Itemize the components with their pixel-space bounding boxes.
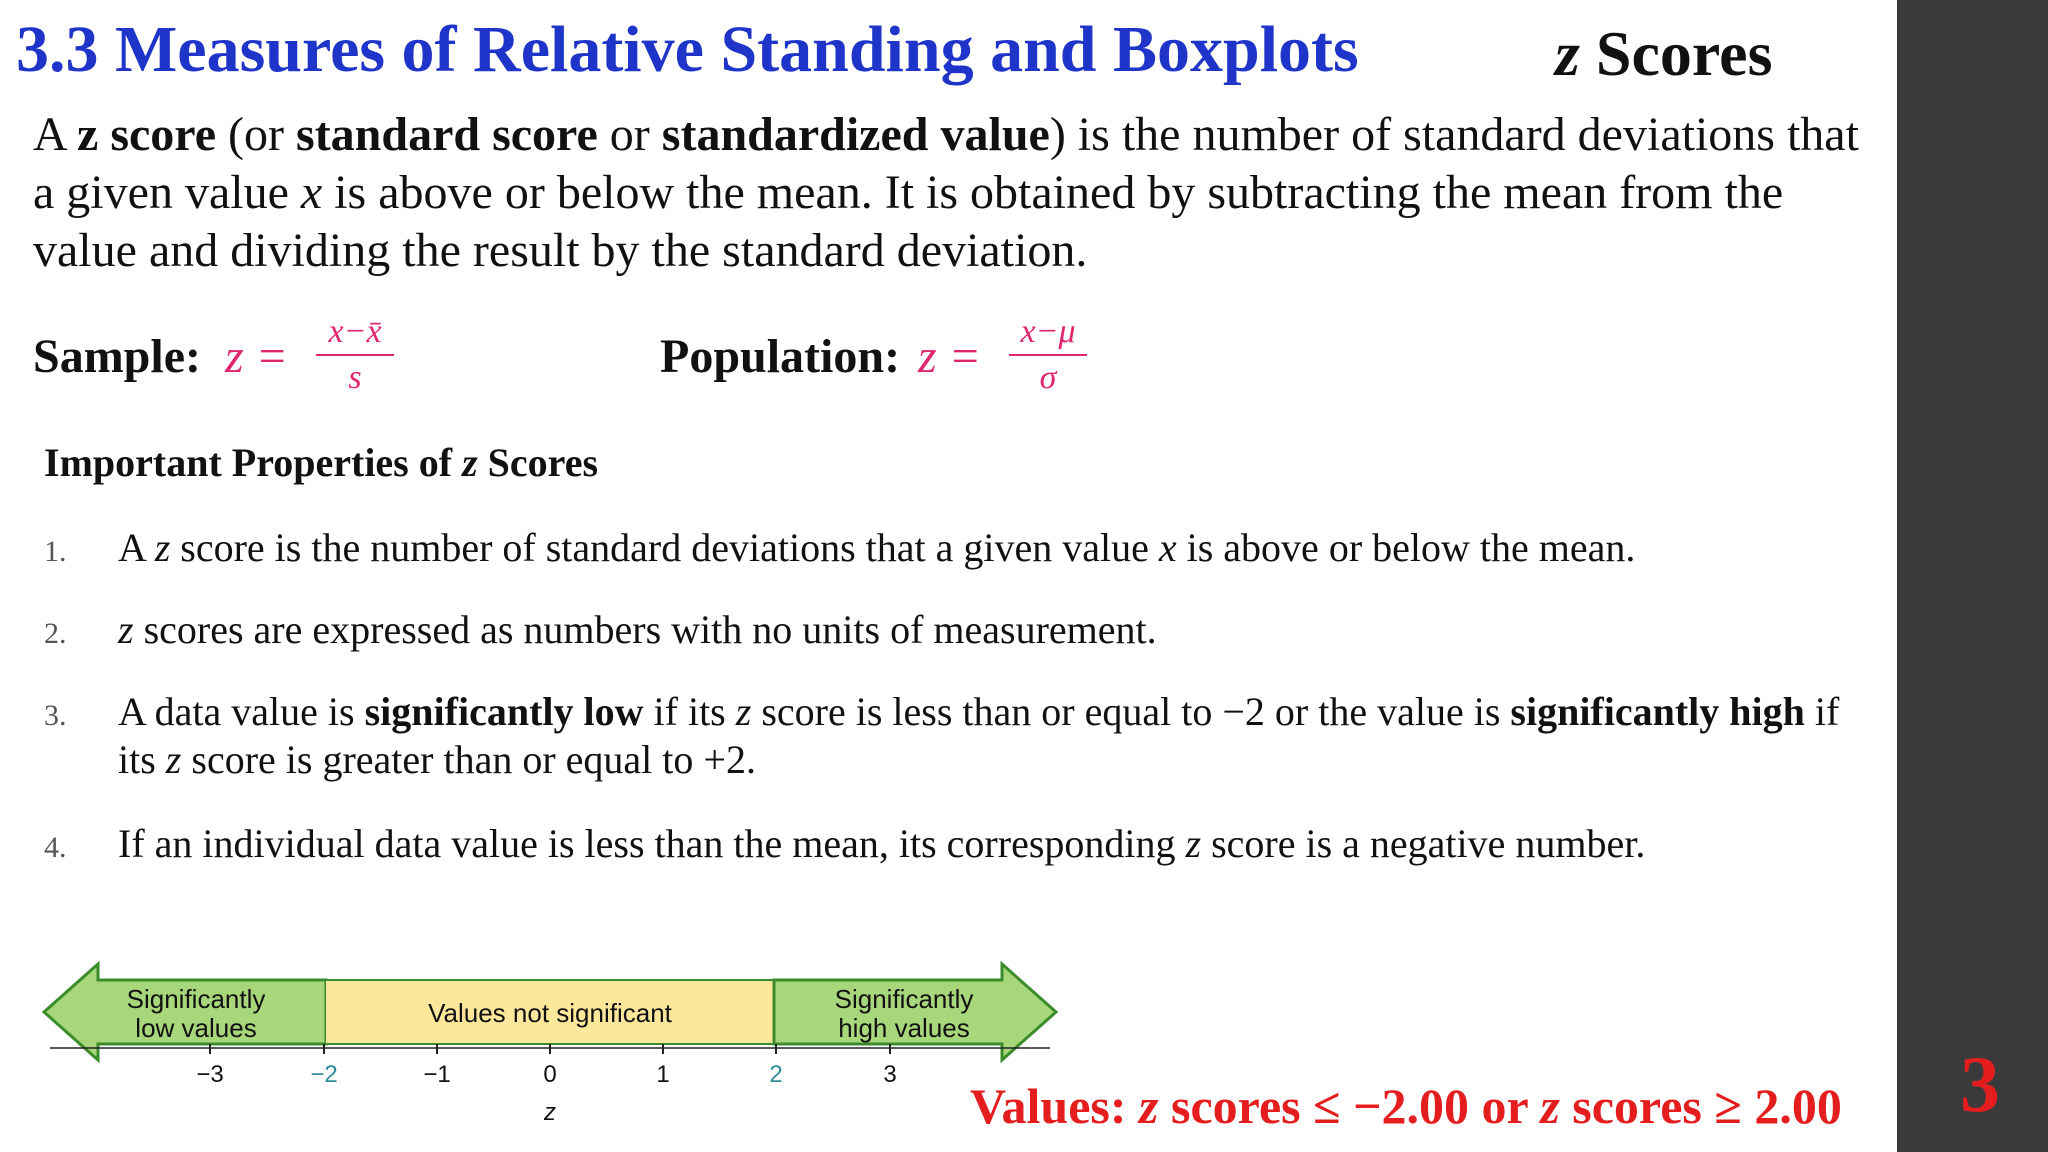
low-label-line2: low values bbox=[135, 1013, 257, 1043]
z-var: z bbox=[735, 689, 752, 734]
x-var: x bbox=[1158, 525, 1177, 570]
text: scores are expressed as numbers with no units of measurement. bbox=[133, 607, 1157, 652]
property-text bbox=[118, 688, 1878, 784]
intro-text: (or bbox=[216, 108, 297, 161]
negative-two: −2 bbox=[1222, 689, 1265, 734]
intro-text: or bbox=[597, 108, 662, 161]
middle-label: Values not significant bbox=[428, 998, 672, 1028]
note-text: Values: bbox=[970, 1078, 1140, 1134]
tick-label: −3 bbox=[196, 1061, 224, 1088]
slide-title: 3.3 Measures of Relative Standing and Boxplots bbox=[16, 13, 1359, 86]
population-lhs: z = bbox=[918, 330, 982, 383]
fraction-bar bbox=[1009, 354, 1087, 356]
tick-label: 3 bbox=[883, 1061, 897, 1088]
fraction-bar bbox=[316, 354, 394, 356]
note-text: scores ≥ 2.00 bbox=[1559, 1078, 1842, 1134]
text: score is the number of standard deviations that a given value bbox=[170, 525, 1159, 570]
subtitle-rest: Scores bbox=[1579, 18, 1773, 89]
intro-text: is above or below the mean. It is obtained by subtracting the mean from the value and dividing the result by the standard deviation. bbox=[33, 166, 1784, 277]
intro-text: A bbox=[33, 108, 78, 161]
property-index: 4. bbox=[44, 831, 67, 864]
tick-label: 0 bbox=[543, 1061, 557, 1088]
sidebar-panel bbox=[1897, 0, 2048, 1152]
text: score is greater than or equal to +2. bbox=[181, 737, 756, 782]
text: if its bbox=[643, 689, 736, 734]
z-var: z bbox=[165, 737, 182, 782]
text: If an individual data value is less than the mean, its corresponding bbox=[118, 821, 1186, 866]
axis-label: z bbox=[544, 1099, 556, 1126]
slide-subtitle bbox=[1555, 14, 1772, 94]
heading-z: z bbox=[462, 440, 478, 485]
population-label: Population: bbox=[660, 330, 901, 383]
z-var: z bbox=[154, 525, 171, 570]
z-var: z bbox=[1540, 1078, 1560, 1134]
text: score is a negative number. bbox=[1201, 821, 1646, 866]
property-text bbox=[118, 524, 1878, 572]
property-text bbox=[118, 820, 1878, 868]
tick-label: 1 bbox=[656, 1061, 670, 1088]
high-label-line2: high values bbox=[838, 1013, 970, 1043]
slide-number: 3 bbox=[1960, 1041, 2000, 1129]
sample-fraction bbox=[310, 312, 400, 398]
z-var: z bbox=[1139, 1078, 1159, 1134]
intro-paragraph bbox=[33, 106, 1883, 280]
properties-heading bbox=[44, 438, 598, 488]
population-denominator: σ bbox=[1039, 359, 1057, 396]
term-z-score: z score bbox=[77, 108, 217, 161]
population-numerator: x−μ bbox=[1020, 313, 1076, 350]
sample-label: Sample: bbox=[33, 330, 201, 383]
text: or the value is bbox=[1264, 689, 1511, 734]
sample-numerator: x−x̄ bbox=[328, 313, 382, 350]
text: if its bbox=[118, 689, 1840, 782]
high-label-line1: Significantly bbox=[834, 984, 974, 1014]
property-index: 1. bbox=[44, 535, 67, 568]
term-standard-score: standard score bbox=[296, 108, 598, 161]
note-text: scores ≤ −2.00 or bbox=[1158, 1078, 1541, 1134]
tick-label: 2 bbox=[769, 1061, 783, 1088]
tick-label: −1 bbox=[423, 1061, 451, 1088]
sample-lhs: z = bbox=[225, 330, 289, 383]
heading-text: Scores bbox=[477, 440, 599, 485]
term-significantly-high: significantly high bbox=[1510, 689, 1805, 734]
heading-text: Important Properties of bbox=[44, 440, 463, 485]
z-var: z bbox=[1185, 821, 1202, 866]
low-label-line1: Significantly bbox=[126, 984, 266, 1014]
intro-text: ) is the number of standard deviations that a given value bbox=[33, 108, 1859, 219]
subtitle-z: z bbox=[1555, 18, 1580, 89]
text: A data value is bbox=[118, 689, 365, 734]
z-score-diagram bbox=[40, 960, 1060, 1135]
term-standardized-value: standardized value bbox=[661, 108, 1050, 161]
tick-label: −2 bbox=[310, 1061, 338, 1088]
z-var: z bbox=[118, 607, 134, 652]
text: score is less than or equal to bbox=[751, 689, 1223, 734]
property-text bbox=[118, 606, 1878, 654]
significance-note bbox=[970, 1074, 1842, 1138]
term-significantly-low: significantly low bbox=[364, 689, 644, 734]
text: is above or below the mean. bbox=[1176, 525, 1636, 570]
text: A bbox=[118, 525, 155, 570]
sample-denominator: s bbox=[348, 359, 362, 396]
intro-x: x bbox=[300, 166, 323, 219]
property-index: 2. bbox=[44, 617, 67, 650]
population-fraction bbox=[1003, 312, 1093, 398]
property-index: 3. bbox=[44, 699, 67, 732]
